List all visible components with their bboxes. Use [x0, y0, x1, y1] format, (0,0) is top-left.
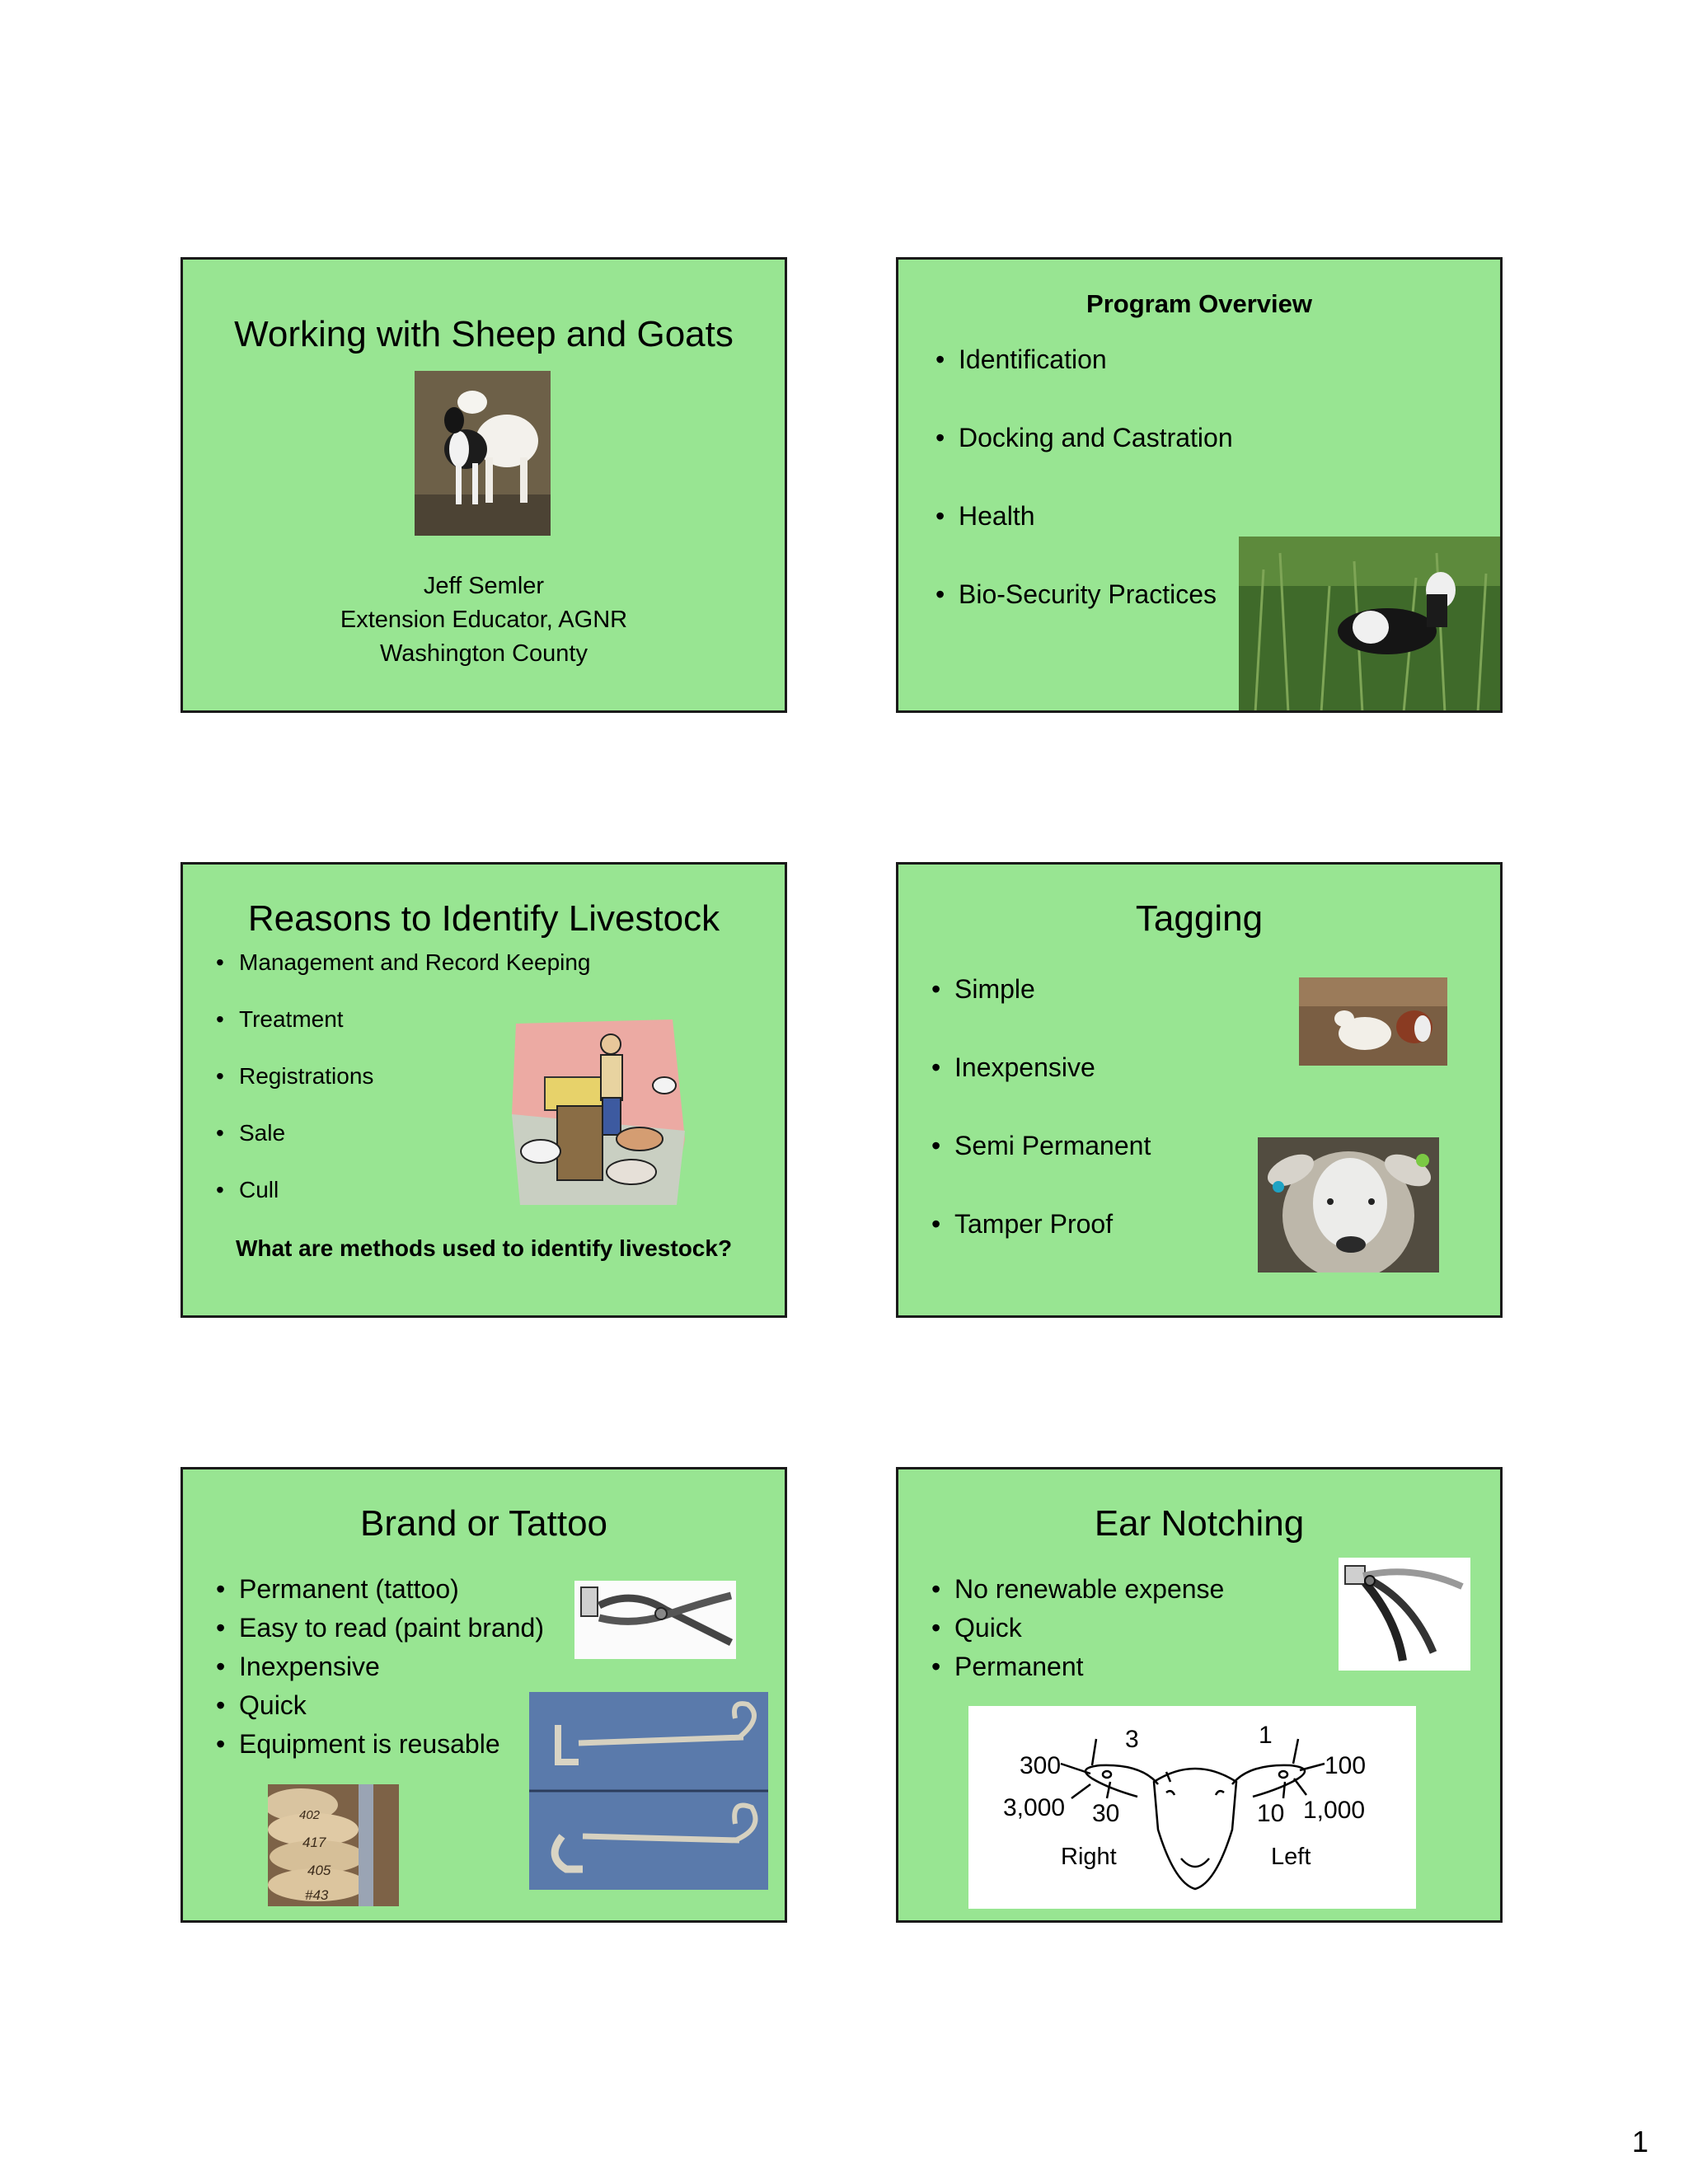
list-item: • Cull [216, 1177, 591, 1210]
notch-value-10: 10 [1257, 1800, 1285, 1827]
branded-sheep-photo [268, 1784, 399, 1906]
slide-heading: Brand or Tattoo [359, 1503, 608, 1544]
list-item: • Permanent [931, 1652, 1224, 1685]
notch-value-300: 300 [1020, 1752, 1062, 1779]
ear-notcher-tool-image [1339, 1558, 1470, 1671]
slide-brand-tattoo [181, 1467, 787, 1923]
tattoo-pliers-image [574, 1581, 736, 1659]
list-item: • Quick [216, 1690, 544, 1729]
slide-heading: Ear Notching [1094, 1503, 1305, 1544]
brand-label: 405 [307, 1863, 331, 1878]
goats-tagged-photo [1299, 977, 1447, 1066]
slide-program-overview [896, 257, 1503, 713]
list-item: • Registrations [216, 1063, 591, 1120]
notch-value-30: 30 [1092, 1800, 1120, 1827]
methods-question: What are methods used to identify livestock? [235, 1235, 733, 1261]
farmer-clipart [508, 1015, 692, 1209]
list-item: • Bio-Security Practices [935, 579, 1233, 612]
sheep-ear-tag-photo [1258, 1137, 1439, 1272]
list-item: • Easy to read (paint brand) [216, 1613, 544, 1652]
page-number: 1 [1631, 2125, 1648, 2158]
notch-value-3: 3 [1125, 1726, 1139, 1753]
list-item: • Treatment [216, 1006, 591, 1063]
slide-heading: Tagging [1135, 898, 1264, 939]
slide-reasons [181, 862, 787, 1318]
author-name: Jeff Semler [423, 573, 545, 599]
list-item: • Inexpensive [216, 1652, 544, 1690]
ear-notching-list [931, 1574, 1224, 1685]
overview-list [935, 344, 1233, 612]
brand-label: #43 [305, 1887, 329, 1903]
author-location: Washington County [379, 640, 588, 667]
slide-heading: Reasons to Identify Livestock [247, 898, 720, 939]
list-item: • Sale [216, 1120, 591, 1177]
list-item: • Quick [931, 1613, 1224, 1652]
right-ear-label: Right [1061, 1844, 1117, 1870]
list-item: • Equipment is reusable [216, 1729, 544, 1762]
list-item: • No renewable expense [931, 1574, 1224, 1613]
branding-irons-photo [529, 1692, 768, 1890]
list-item: • Management and Record Keeping [216, 949, 591, 1006]
list-item: • Simple [931, 974, 1151, 1052]
brand-label: 417 [302, 1835, 326, 1850]
slide-title [181, 257, 787, 713]
list-item: • Identification [935, 344, 1233, 423]
slide-ear-notching [896, 1467, 1503, 1923]
brand-label: 402 [299, 1808, 321, 1822]
notch-value-100: 100 [1325, 1752, 1367, 1779]
notch-value-1000: 1,000 [1303, 1797, 1366, 1824]
goat-in-grass-photo [1239, 537, 1503, 713]
list-item: • Health [935, 501, 1233, 579]
notch-value-1: 1 [1259, 1722, 1273, 1749]
list-item: • Docking and Castration [935, 423, 1233, 501]
slide-title-heading: Working with Sheep and Goats [234, 314, 734, 354]
brand-list [216, 1574, 544, 1762]
list-item: • Inexpensive [931, 1052, 1151, 1131]
ear-notch-diagram [968, 1706, 1416, 1909]
slide-tagging [896, 862, 1503, 1318]
slide-heading: Program Overview [1086, 289, 1312, 318]
list-item: • Permanent (tattoo) [216, 1574, 544, 1613]
tagging-list [931, 974, 1151, 1242]
list-item: • Semi Permanent [931, 1131, 1151, 1209]
goats-photo [415, 371, 551, 536]
list-item: • Tamper Proof [931, 1209, 1151, 1242]
author-role: Extension Educator, AGNR [340, 607, 628, 633]
notch-value-3000: 3,000 [1003, 1794, 1066, 1821]
left-ear-label: Left [1271, 1844, 1311, 1870]
